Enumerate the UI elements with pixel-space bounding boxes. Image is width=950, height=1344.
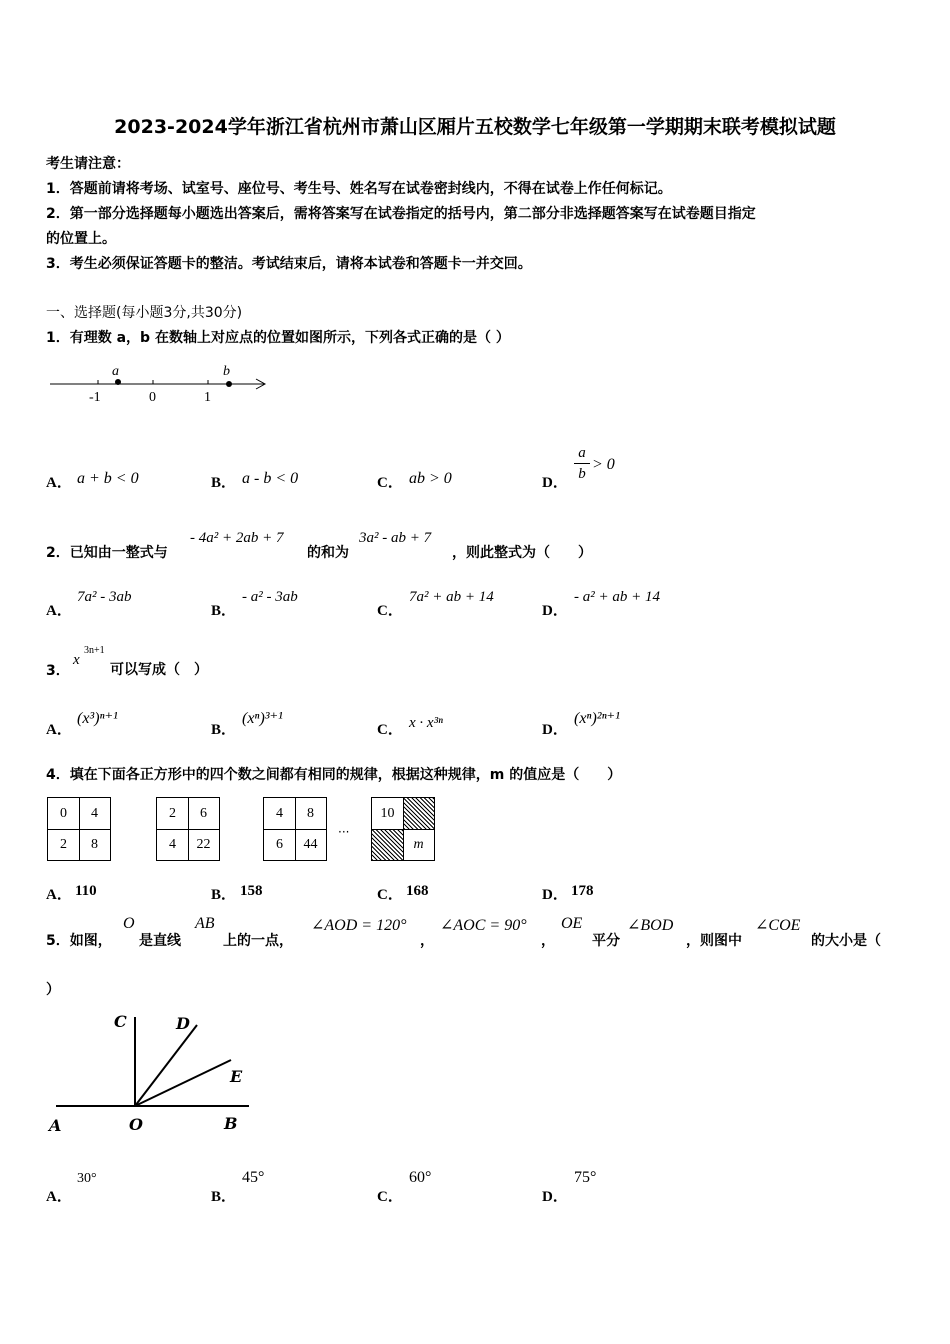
q5-m4: ∠AOC = 90° [440, 917, 527, 934]
q3-option-d[interactable]: (xⁿ)²ⁿ⁺¹ [574, 710, 620, 727]
q3-option-c-letter[interactable]: C． [377, 722, 403, 738]
q2-expr1: - 4a² + 2ab + 7 [190, 530, 284, 546]
q2-prefix: 2．已知由一整式与 [46, 545, 168, 561]
q5-p7: ，则图中 [686, 933, 742, 949]
ray-od [135, 1025, 197, 1106]
label-a: a [112, 364, 119, 379]
label-0: 0 [149, 390, 156, 405]
cell-m: m [413, 837, 424, 852]
q5-m6: ∠BOD [627, 917, 674, 934]
q1-text: 1．有理数 a，b 在数轴上对应点的位置如图所示，下列各式正确的是（ ） [46, 330, 510, 346]
q5-p8: 的大小是（ [811, 933, 881, 949]
cell: 2 [169, 806, 176, 821]
label-c: C [114, 1012, 127, 1031]
q4-square-2 [156, 797, 220, 861]
q5-m1: O [123, 915, 135, 932]
q4-option-c[interactable]: 168 [406, 883, 429, 899]
q2-expr2: 3a² - ab + 7 [359, 530, 432, 546]
point-b [226, 381, 232, 387]
q5-p1: 5．如图， [46, 933, 112, 949]
q1-option-c[interactable]: ab > 0 [409, 470, 452, 487]
q2-option-b[interactable]: - a² - 3ab [242, 589, 298, 605]
q3-option-a-letter[interactable]: A． [46, 722, 72, 738]
fraction-numerator: a [578, 445, 586, 461]
q3-option-d-letter[interactable]: D． [542, 722, 568, 738]
q4-square-1 [47, 797, 111, 861]
q5-m3: ∠AOD = 120° [311, 917, 407, 934]
section-heading: 一、选择题(每小题3分,共30分) [46, 305, 243, 321]
angle-figure [44, 1005, 254, 1145]
page-title: 2023-2024学年浙江省杭州市萧山区厢片五校数学七年级第一学期期末联考模拟试题 [114, 116, 836, 138]
q5-option-b-letter[interactable]: B． [211, 1189, 237, 1205]
q4-option-d-letter[interactable]: D． [542, 887, 568, 903]
q3-option-b-letter[interactable]: B． [211, 722, 237, 738]
label-e: E [230, 1067, 243, 1086]
q2-option-c[interactable]: 7a² + ab + 14 [409, 589, 494, 605]
q4-ellipsis: ··· [338, 825, 350, 839]
q2-suffix: ，则此整式为（ ） [452, 545, 592, 561]
q4-text: 4．填在下面各正方形中的四个数之间都有相同的规律，根据这种规律，m 的值应是（ ） [46, 767, 622, 783]
q3-prefix: 3． [46, 663, 70, 679]
q1-option-a[interactable]: a + b < 0 [77, 470, 139, 487]
q1-option-d-fraction[interactable] [574, 444, 590, 483]
cell: 10 [380, 806, 395, 821]
q2-option-d[interactable]: - a² + ab + 14 [574, 589, 660, 605]
q5-option-d[interactable]: 75° [574, 1169, 597, 1186]
q4-square-3 [263, 797, 327, 861]
q4-option-a[interactable]: 110 [75, 883, 97, 899]
q1-option-b[interactable]: a - b < 0 [242, 470, 299, 487]
q3-option-c[interactable]: x · x³ⁿ [409, 715, 443, 731]
notice-item-2: 2．第一部分选择题每小题选出答案后，需将答案写在试卷指定的括号内，第二部分非选择题答案写在试卷题目指定 [46, 206, 756, 222]
q1-option-d-rest: > 0 [592, 456, 615, 473]
q4-option-b-letter[interactable]: B． [211, 887, 237, 903]
q5-p4: ， [420, 933, 434, 949]
cell: 4 [169, 837, 176, 852]
q2-option-a[interactable]: 7a² - 3ab [77, 589, 132, 605]
notice-item-3: 3．考生必须保证答题卡的整洁。考试结束后，请将本试卷和答题卡一并交回。 [46, 256, 532, 272]
cell: 0 [60, 806, 67, 821]
cell: 22 [196, 837, 211, 852]
q5-p3: 上的一点， [223, 933, 293, 949]
ray-oe [135, 1060, 231, 1106]
q4-option-d[interactable]: 178 [571, 883, 594, 899]
label-o: O [129, 1115, 143, 1134]
cell: 8 [91, 837, 98, 852]
q1-option-a-letter[interactable]: A． [46, 475, 72, 491]
q3-option-a[interactable]: (x³)ⁿ⁺¹ [77, 710, 118, 727]
hatched-cell [404, 798, 434, 829]
hatched-cell [372, 830, 403, 860]
q5-p9: ） [46, 982, 60, 998]
label-d: D [176, 1014, 190, 1033]
q2-option-b-letter[interactable]: B． [211, 603, 237, 619]
q5-option-d-letter[interactable]: D． [542, 1189, 568, 1205]
q4-option-c-letter[interactable]: C． [377, 887, 403, 903]
q5-option-c[interactable]: 60° [409, 1169, 432, 1186]
cell: 2 [60, 837, 67, 852]
cell: 6 [276, 837, 283, 852]
point-a [115, 379, 121, 385]
fraction-bar [574, 463, 590, 464]
cell: 4 [276, 806, 283, 821]
cell: 8 [307, 806, 314, 821]
label-1: 1 [204, 390, 211, 405]
q2-option-a-letter[interactable]: A． [46, 603, 72, 619]
label-b: b [223, 364, 230, 379]
q1-option-c-letter[interactable]: C． [377, 475, 403, 491]
q5-option-a[interactable]: 30° [77, 1171, 97, 1186]
q5-m2: AB [195, 915, 215, 932]
notice-heading: 考生请注意： [46, 156, 130, 172]
q3-base: x [73, 652, 80, 668]
q5-m7: ∠COE [755, 917, 801, 934]
q3-option-b[interactable]: (xⁿ)³⁺¹ [242, 710, 283, 727]
notice-item-1: 1．答题前请将考场、试室号、座位号、考生号、姓名写在试卷密封线内，不得在试卷上作任何标记。 [46, 181, 672, 197]
q3-exponent: 3n+1 [84, 645, 105, 656]
q5-option-b[interactable]: 45° [242, 1169, 265, 1186]
cell: 44 [303, 837, 318, 852]
cell: 4 [91, 806, 98, 821]
q5-p2: 是直线 [139, 933, 181, 949]
cell: 6 [200, 806, 207, 821]
q3-suffix: 可以写成（ ） [110, 662, 208, 678]
q5-option-a-letter[interactable]: A． [46, 1189, 72, 1205]
q2-mid: 的和为 [307, 545, 349, 561]
q5-p6: 平分 [592, 933, 620, 949]
label-a: A [49, 1116, 62, 1135]
label-minus-1: -1 [89, 390, 101, 405]
q5-p5: ， [541, 933, 555, 949]
number-line-figure [46, 360, 276, 410]
label-b: B [224, 1114, 238, 1133]
q1-option-d-letter[interactable]: D． [542, 475, 568, 491]
notice-item-2-cont: 的位置上。 [46, 231, 116, 247]
fraction-denominator: b [578, 466, 586, 482]
q4-square-4 [371, 797, 435, 861]
q2-option-d-letter[interactable]: D． [542, 603, 568, 619]
q5-option-c-letter[interactable]: C． [377, 1189, 403, 1205]
q4-option-b[interactable]: 158 [240, 883, 263, 899]
q1-option-b-letter[interactable]: B． [211, 475, 237, 491]
q4-option-a-letter[interactable]: A． [46, 887, 72, 903]
q5-m5: OE [561, 915, 583, 932]
q2-option-c-letter[interactable]: C． [377, 603, 403, 619]
